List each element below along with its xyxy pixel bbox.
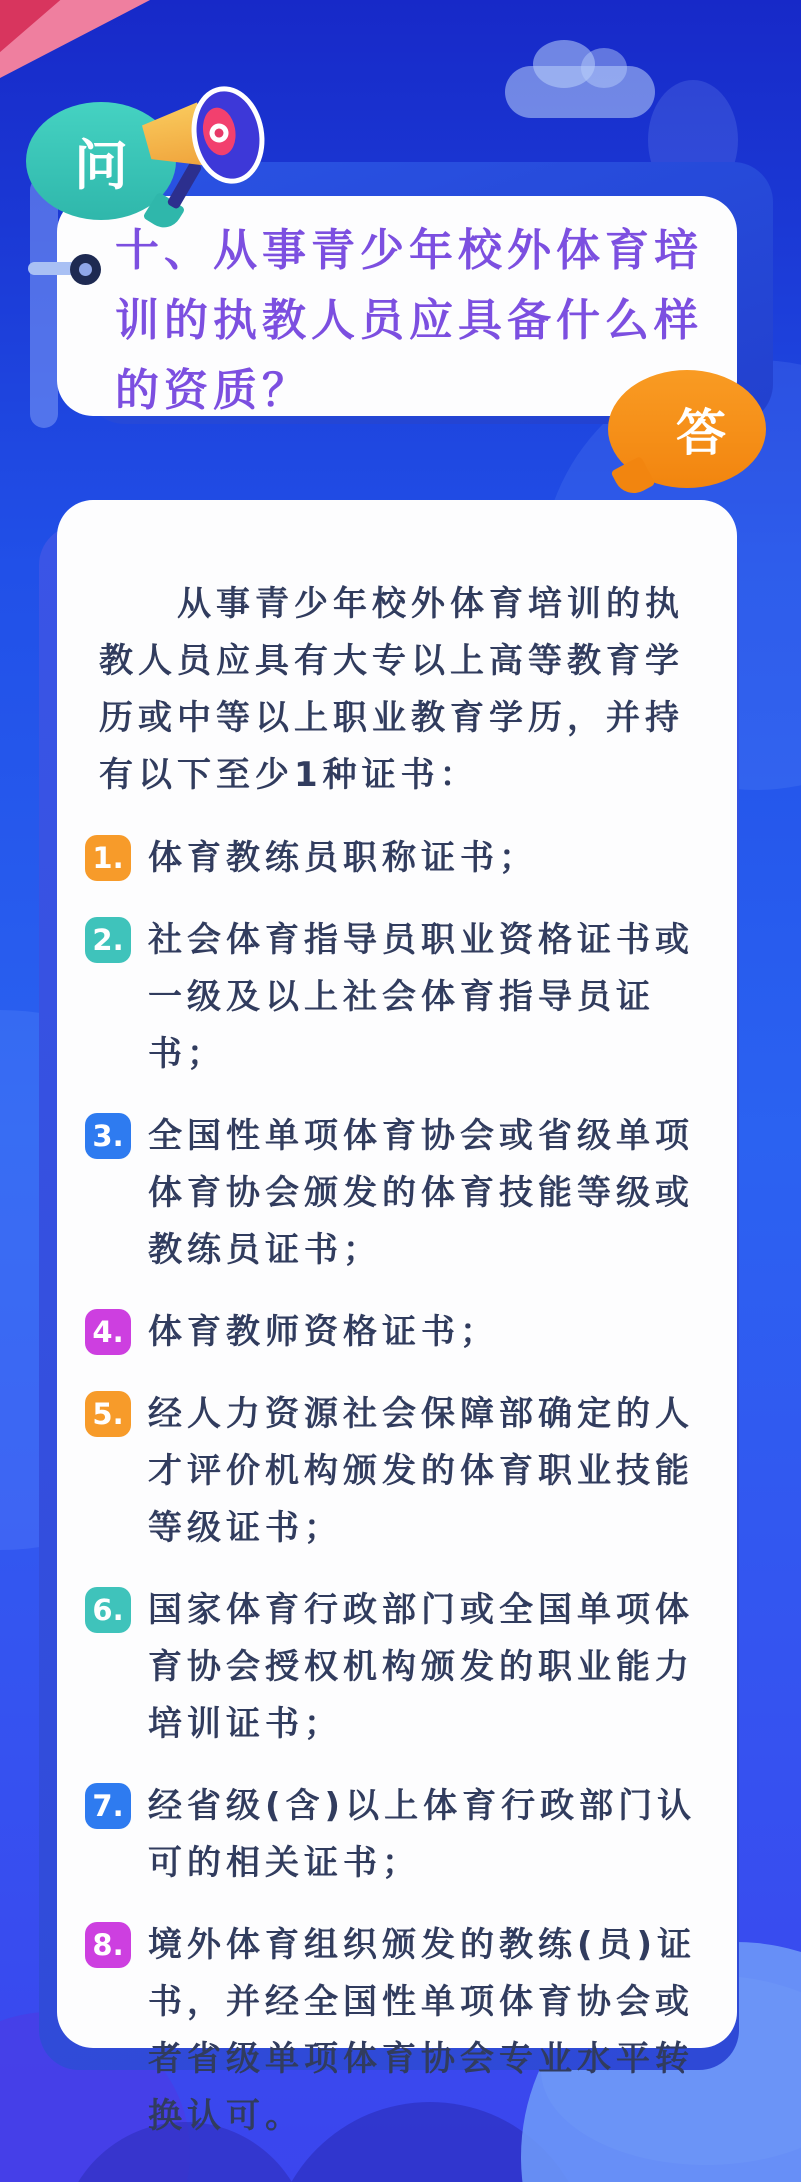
list-item-text: 体育教师资格证书；	[148, 1312, 499, 1352]
left-accent-stripe	[30, 176, 58, 428]
list-item-text: 经人力资源社会保障部确定的人才评价机构颁发的体育职业技能等级证书；	[148, 1394, 694, 1548]
list-number-badge: 1.	[85, 835, 131, 881]
list-item-text: 境外体育组织颁发的教练(员)证书，并经全国性单项体育协会或者省级单项体育协会专业水平转换认可。	[148, 1925, 697, 2136]
answer-bubble-label: 答	[676, 404, 726, 462]
corner-ribbon-icon	[0, 0, 150, 78]
list-number-badge: 6.	[85, 1587, 131, 1633]
question-title: 十、从事青少年校外体育培训的执教人员应具备什么样的资质？	[115, 225, 703, 416]
cloud-icon	[505, 66, 655, 118]
list-item	[85, 1917, 703, 2145]
list-item	[85, 1778, 703, 1892]
list-item-text: 国家体育行政部门或全国单项体育协会授权机构颁发的职业能力培训证书；	[148, 1590, 694, 1744]
answer-card	[57, 500, 737, 2136]
question-bubble-label: 问	[74, 133, 128, 197]
list-item-text: 社会体育指导员职业资格证书或一级及以上社会体育指导员证书；	[148, 920, 694, 1074]
list-item	[85, 912, 703, 1083]
list-item	[85, 830, 703, 887]
list-number-badge: 3.	[85, 1113, 131, 1159]
list-item-text: 全国性单项体育协会或省级单项体育协会颁发的体育技能等级或教练员证书；	[148, 1116, 694, 1270]
answer-bubble	[608, 370, 766, 488]
list-item	[85, 1108, 703, 1279]
pin-dot	[70, 254, 101, 285]
list-item	[85, 1582, 703, 1753]
list-number-badge: 2.	[85, 917, 131, 963]
list-number-badge: 5.	[85, 1391, 131, 1437]
list-number-badge: 4.	[85, 1309, 131, 1355]
megaphone-icon	[146, 84, 266, 209]
certificate-list	[85, 830, 703, 2145]
list-number-badge: 7.	[85, 1783, 131, 1829]
pin-icon	[28, 254, 98, 294]
megaphone-handle	[166, 160, 202, 210]
list-item-text: 经省级(含)以上体育行政部门认可的相关证书；	[148, 1786, 697, 1883]
list-item-text: 体育教练员职称证书；	[148, 838, 538, 878]
list-item	[85, 1386, 703, 1557]
list-item	[85, 1304, 703, 1361]
answer-intro: 从事青少年校外体育培训的执教人员应具有大专以上高等教育学历或中等以上职业教育学历，并持有以下至少1种证书：	[99, 584, 684, 795]
list-number-badge: 8.	[85, 1922, 131, 1968]
